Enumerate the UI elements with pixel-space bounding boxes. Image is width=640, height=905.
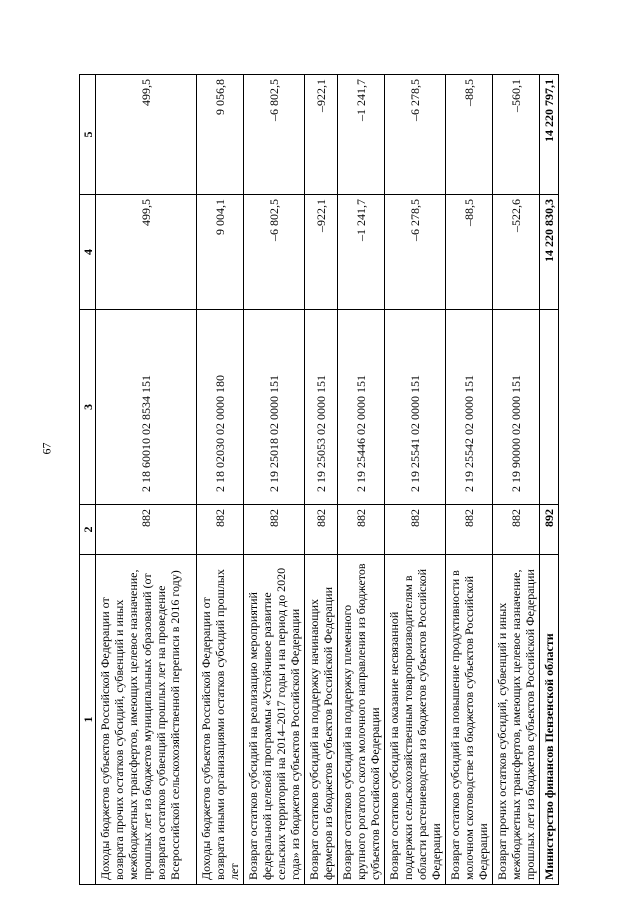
admin-code: 882: [197, 505, 244, 555]
budget-table: [79, 74, 559, 885]
planned-amount: –522,6: [493, 195, 540, 310]
total-description: Министерство финансов Пензенской области: [540, 555, 559, 885]
row-description: Возврат остатков субсидий на поддержку начинающих фермеров из бюджетов субъектов Российской Федерации: [305, 555, 338, 885]
budget-code: 2 19 25018 02 0000 151: [244, 310, 305, 505]
admin-code: 882: [446, 505, 493, 555]
column-header: 4: [80, 195, 96, 310]
actual-amount: 499,5: [96, 75, 197, 195]
column-header: 5: [80, 75, 96, 195]
column-header: 2: [80, 505, 96, 555]
rotated-page-content: [79, 75, 556, 885]
row-description: Доходы бюджетов субъектов Российской Федерации от возврата прочих остатков субсидий, субвенций и иных межбюджетных трансфертов, имеющих целевое назначение, прошлых лет из бюджетов муниципальных образований (от возврата остатков субвенций прошлых лет на проведение Всероссийской сельскохозяйственной переписи в 2016 году): [96, 555, 197, 885]
actual-amount: –560,1: [493, 75, 540, 195]
budget-code: 2 18 60010 02 8534 151: [96, 310, 197, 505]
budget-code: 2 19 90000 02 0000 151: [493, 310, 540, 505]
table-row: [305, 75, 338, 885]
total-admin-code: 892: [540, 505, 559, 555]
admin-code: 882: [244, 505, 305, 555]
total-actual-amount: 14 220 797,1: [540, 75, 559, 195]
planned-amount: –6 802,5: [244, 195, 305, 310]
row-description: Возврат остатков субсидий на поддержку племенного крупного рогатого скота молочного направления из бюджетов субъектов Российской Федерации: [338, 555, 385, 885]
admin-code: 882: [305, 505, 338, 555]
table-row: [244, 75, 305, 885]
total-budget-code: [540, 310, 559, 505]
table-row: [338, 75, 385, 885]
row-description: Возврат остатков субсидий на оказание несвязанной поддержки сельскохозяйственным товаропроизводителям в области растениеводства из бюджетов субъектов Российской Федерации: [385, 555, 446, 885]
table-row: [197, 75, 244, 885]
row-description: Возврат прочих остатков субсидий, субвенций и иных межбюджетных трансфертов, имеющих целевое назначение, прошлых лет из бюджетов субъектов Российской Федерации: [493, 555, 540, 885]
actual-amount: –88,5: [446, 75, 493, 195]
budget-code: 2 19 25541 02 0000 151: [385, 310, 446, 505]
actual-amount: –6 802,5: [244, 75, 305, 195]
budget-code: 2 19 25542 02 0000 151: [446, 310, 493, 505]
table-row: [96, 75, 197, 885]
planned-amount: 9 004,1: [197, 195, 244, 310]
actual-amount: –1 241,7: [338, 75, 385, 195]
actual-amount: 9 056,8: [197, 75, 244, 195]
budget-code: 2 18 02030 02 0000 180: [197, 310, 244, 505]
header-row: [80, 75, 96, 885]
admin-code: 882: [96, 505, 197, 555]
budget-code: 2 19 25446 02 0000 151: [338, 310, 385, 505]
page-number: 67: [39, 442, 54, 455]
total-row: [540, 75, 559, 885]
planned-amount: –88,5: [446, 195, 493, 310]
row-description: Возврат остатков субсидий на повышение продуктивности в молочном скотоводстве из бюджетов субъектов Российской Федерации: [446, 555, 493, 885]
admin-code: 882: [338, 505, 385, 555]
actual-amount: –922,1: [305, 75, 338, 195]
admin-code: 882: [385, 505, 446, 555]
total-planned-amount: 14 220 830,3: [540, 195, 559, 310]
planned-amount: –1 241,7: [338, 195, 385, 310]
table-row: [493, 75, 540, 885]
planned-amount: –6 278,5: [385, 195, 446, 310]
row-description: Возврат остатков субсидий на реализацию мероприятий федеральной целевой программы «Устойчивое развитие сельских территорий на 2014–2017 годы и на период до 2020 года» из бюджетов субъектов Российской Федерации: [244, 555, 305, 885]
column-header: 3: [80, 310, 96, 505]
planned-amount: 499,5: [96, 195, 197, 310]
table-row: [446, 75, 493, 885]
actual-amount: –6 278,5: [385, 75, 446, 195]
row-description: Доходы бюджетов субъектов Российской Федерации от возврата иными организациями остатков субсидий прошлых лет: [197, 555, 244, 885]
budget-code: 2 19 25053 02 0000 151: [305, 310, 338, 505]
planned-amount: –922,1: [305, 195, 338, 310]
column-header: 1: [80, 555, 96, 885]
admin-code: 882: [493, 505, 540, 555]
table-row: [385, 75, 446, 885]
